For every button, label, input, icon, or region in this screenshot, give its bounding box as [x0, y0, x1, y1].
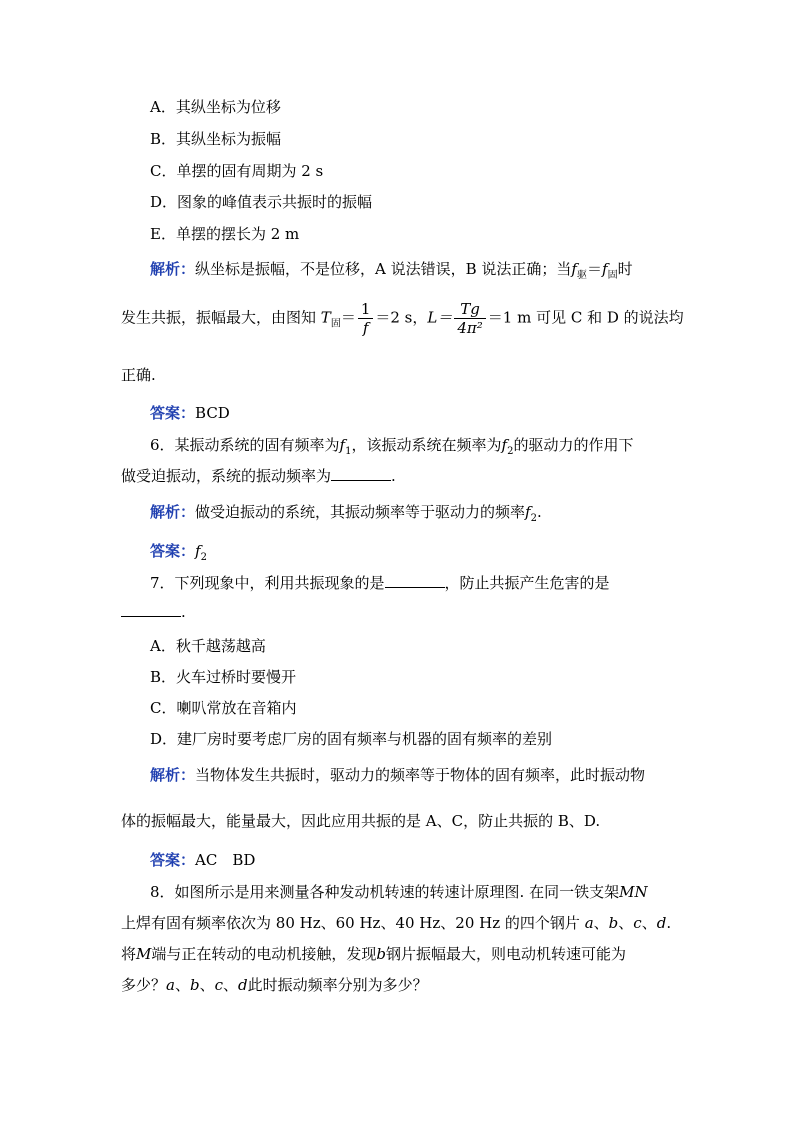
var-M: M [136, 945, 152, 963]
q6-answer [150, 540, 207, 563]
var-MN: MN [619, 883, 648, 901]
answer-blank [385, 575, 445, 588]
q7-option-c: C．喇叭常放在音箱内 [150, 699, 297, 717]
q8-line4 [121, 974, 428, 995]
L-eq: L＝ [427, 308, 453, 327]
fraction-Tg-over-4pi2 [454, 300, 485, 337]
q7-text: ，防止共振产生危害的是 [444, 574, 610, 592]
q7-analysis-line2: 体的振幅最大，能量最大，因此应用共振的是 A、C，防止共振的 B、D. [121, 812, 601, 830]
q6-text: 做受迫振动，系统的振动频率为 [121, 467, 332, 485]
q5-analysis-line2: 发生共振，振幅最大，由图知 $T_固=$ $\frac{1}{f}$ ＝2 s，L＝ $\frac{Tg}{\text{4π²}}$ ＝1 m 可见 C 和 D 的说法均 [121, 300, 684, 337]
var-f: f [571, 260, 577, 278]
q7-line1 [150, 572, 610, 593]
answer-label: 答案： [150, 542, 196, 560]
var-a: a [166, 976, 175, 994]
var-d: d [238, 976, 248, 994]
sep: 、 [641, 914, 657, 932]
q8-text: 将 [121, 945, 137, 963]
option-a: A．其纵坐标为位移 [150, 98, 281, 116]
analysis-text: 纵坐标是振幅，不是位移，A 说法错误，B 说法正确；当 [195, 260, 572, 278]
sep: 、 [199, 976, 215, 994]
q6-dot: . [391, 467, 396, 485]
var-a: a [584, 914, 594, 932]
var-f2: f [525, 503, 531, 521]
frac-num: Tg [454, 300, 485, 319]
var-c: c [633, 914, 642, 932]
analysis-label: 解析： [150, 766, 196, 784]
answer-text: BCD [195, 404, 230, 422]
fraction-1-over-f [358, 300, 374, 337]
var-d: d [656, 914, 667, 932]
q8-text: 钢片振幅最大，则电动机转速可能为 [386, 945, 627, 963]
analysis-text: ＝1 m 可见 C 和 D 的说法均 [487, 308, 684, 327]
q6-text: 6．某振动系统的固有频率为 [150, 436, 340, 454]
answer-label: 答案： [150, 851, 196, 869]
q7-answer [150, 849, 255, 870]
end-dot: . [666, 914, 672, 932]
q6-line1 [150, 434, 633, 457]
analysis-text: 当物体发生共振时，驱动力的频率等于物体的固有频率，此时振动物 [195, 766, 646, 784]
sub-1: 1 [345, 446, 352, 457]
q5-answer [150, 402, 230, 423]
q8-text: 此时振动频率分别为多少？ [247, 976, 428, 994]
var-b: b [376, 945, 386, 963]
eq-sign: ＝ [586, 260, 602, 278]
q5-analysis-line3: 正确. [121, 366, 156, 384]
q6-text: ，该振动系统在频率为 [351, 436, 502, 454]
var-f: f [602, 260, 608, 278]
analysis-text: 发生共振，振幅最大，由图知 [121, 308, 317, 327]
option-e: E．单摆的摆长为 2 m [150, 225, 300, 243]
sub-fixed: 固 [607, 270, 618, 281]
q8-line2 [121, 912, 671, 933]
q8-line3 [121, 943, 626, 964]
answer-text: AC BD [195, 851, 256, 869]
q7-line2 [121, 603, 186, 621]
analysis-dot: . [536, 503, 542, 521]
sep: 、 [593, 914, 609, 932]
q7-text: 7．下列现象中，利用共振现象的是 [150, 574, 385, 592]
q6-text: 的驱动力的作用下 [513, 436, 634, 454]
var-f1: f [339, 436, 346, 454]
q5-analysis-line1 [150, 258, 633, 281]
option-d: D．图象的峰值表示共振时的振幅 [150, 193, 373, 211]
answer-blank [121, 604, 181, 617]
sub-2: 2 [507, 446, 514, 457]
frac-num: 1 [358, 300, 374, 319]
text-shi: 时 [617, 260, 633, 278]
var-c: c [214, 976, 224, 994]
frac-den: f [362, 319, 369, 337]
sep: 、 [174, 976, 190, 994]
q8-line1 [150, 881, 648, 902]
sub-drive: 驱 [576, 270, 587, 281]
var-b: b [608, 914, 619, 932]
var-f2: f [501, 436, 508, 454]
eq-2s: ＝2 s， [375, 308, 428, 327]
sub-fixed: 固 [330, 318, 341, 330]
q7-option-b: B．火车过桥时要慢开 [150, 668, 297, 686]
q8-text: 8．如图所示是用来测量各种发动机转速的转速计原理图. 在同一铁支架 [150, 883, 620, 901]
sep: 、 [223, 976, 239, 994]
var-T: T [320, 308, 331, 327]
frac-den: 4π² [457, 319, 483, 337]
q7-option-d: D．建厂房时要考虑厂房的固有频率与机器的固有频率的差别 [150, 730, 553, 748]
q6-analysis [150, 501, 542, 524]
option-b: B．其纵坐标为振幅 [150, 130, 282, 148]
analysis-label: 解析： [150, 503, 196, 521]
answer-label: 答案： [150, 404, 196, 422]
q7-analysis-line1 [150, 764, 645, 785]
option-c: C．单摆的固有周期为 2 s [150, 162, 324, 180]
q6-line2 [121, 465, 396, 486]
q8-text: 多少？ [121, 976, 167, 994]
analysis-label: 解析： [150, 260, 196, 278]
var-b: b [189, 976, 200, 994]
sub-2: 2 [200, 552, 207, 563]
q8-text: 端与正在转动的电动机接触，发现 [151, 945, 377, 963]
q8-text: 上焊有固有频率依次为 80 Hz、60 Hz、40 Hz、20 Hz 的四个钢片 [121, 914, 580, 932]
q7-dot: . [181, 603, 186, 621]
q7-option-a: A．秋千越荡越高 [150, 637, 266, 655]
sep: 、 [618, 914, 634, 932]
answer-blank [331, 468, 391, 481]
sub-2: 2 [530, 513, 537, 524]
analysis-text: 做受迫振动的系统，其振动频率等于驱动力的频率 [195, 503, 526, 521]
var-f2: f [195, 542, 201, 560]
